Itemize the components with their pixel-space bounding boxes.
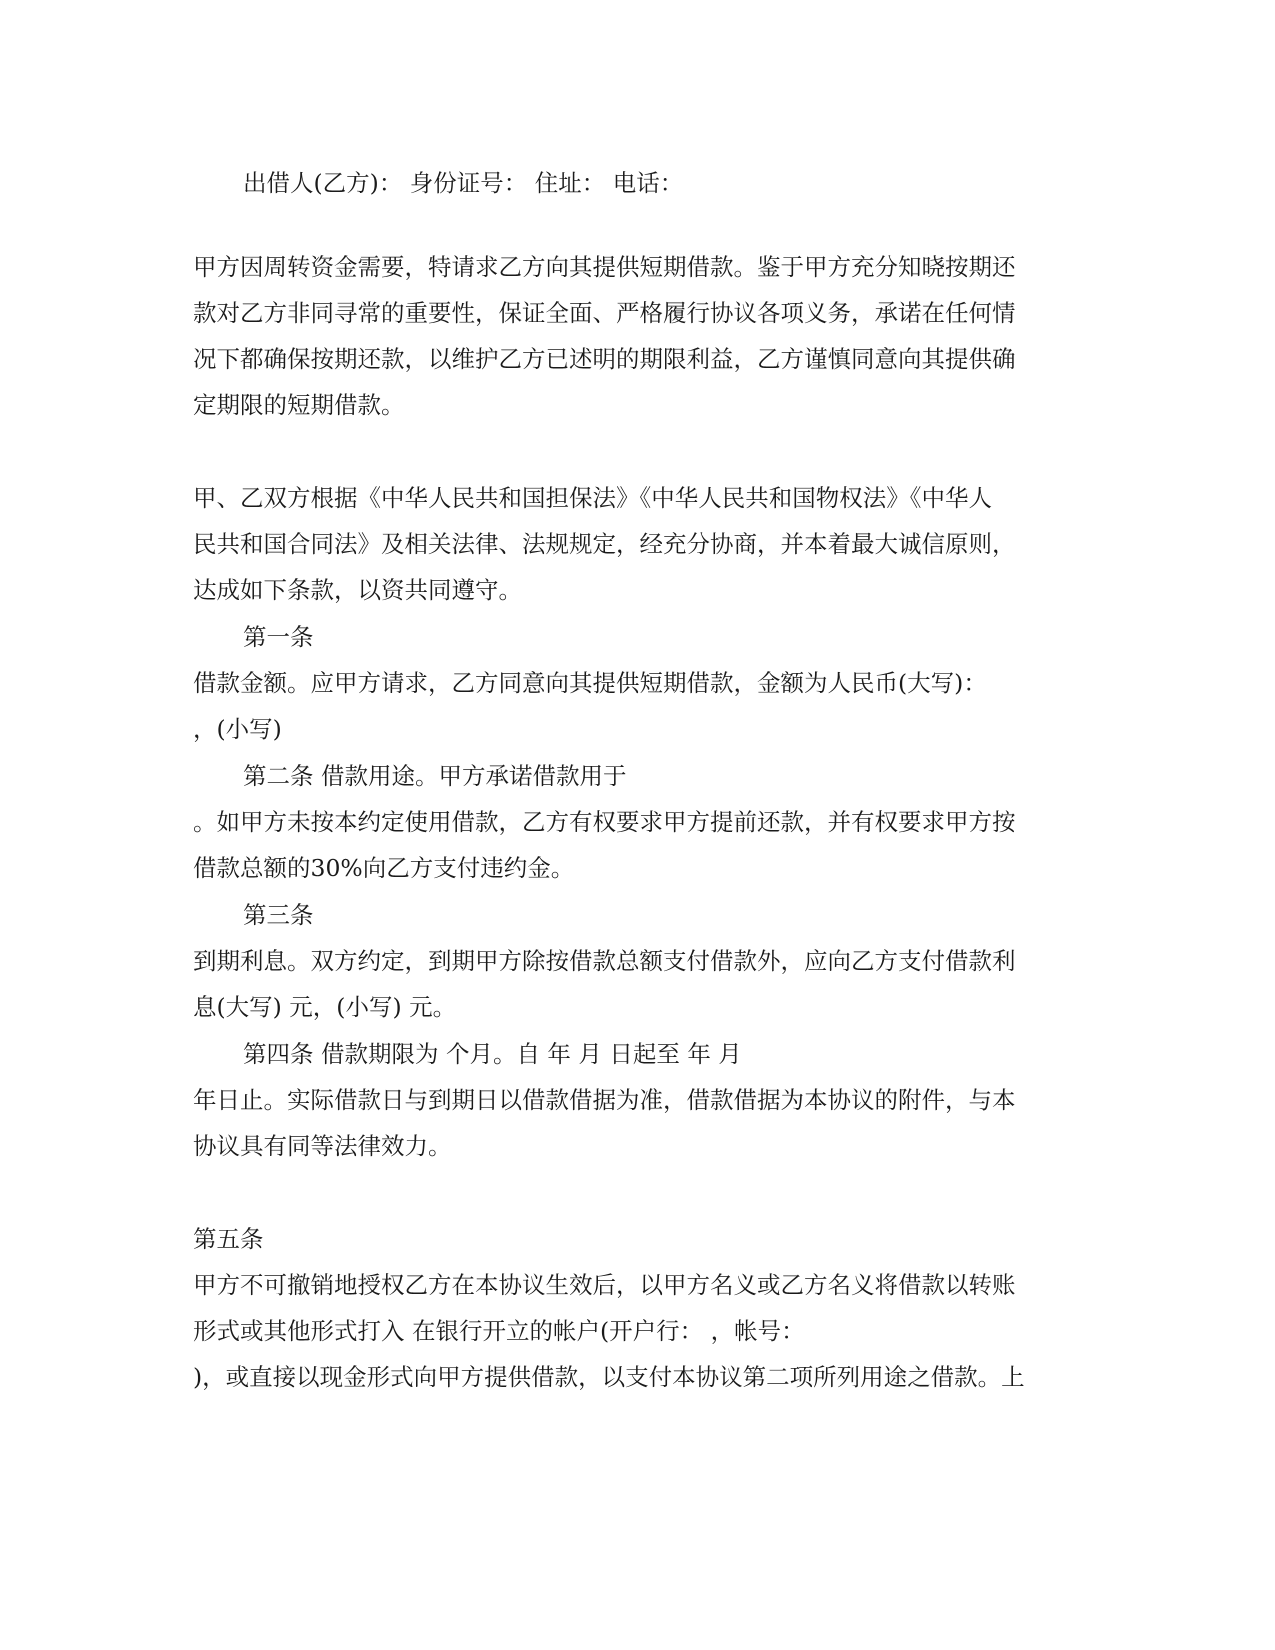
preamble-line-2: 款对乙方非同寻常的重要性，保证全面、严格履行协议各项义务，承诺在任何情: [193, 299, 1016, 327]
article-1-heading: 第一条: [243, 623, 314, 651]
article-2-heading: 第二条 借款用途。甲方承诺借款用于: [243, 762, 627, 790]
article-4-heading: 第四条 借款期限为 个月。自 年 月 日起至 年 月: [243, 1040, 742, 1068]
article-1-line-2: ，(小写): [193, 715, 282, 743]
article-5-heading: 第五条: [193, 1225, 264, 1253]
article-4-line-1: 年日止。实际借款日与到期日以借款借据为准，借款借据为本协议的附件，与本: [193, 1086, 1016, 1114]
article-3-heading: 第三条: [243, 901, 314, 929]
preamble-line-1: 甲方因周转资金需要，特请求乙方向其提供短期借款。鉴于甲方充分知晓按期还: [193, 253, 1016, 281]
article-5-line-1: 甲方不可撤销地授权乙方在本协议生效后，以甲方名义或乙方名义将借款以转账: [193, 1271, 1016, 1299]
legal-basis-line-1: 甲、乙双方根据《中华人民共和国担保法》《中华人民共和国物权法》《中华人: [193, 484, 992, 512]
preamble-line-3: 况下都确保按期还款，以维护乙方已述明的期限利益，乙方谨慎同意向其提供确: [193, 345, 1016, 373]
legal-basis-line-3: 达成如下条款，以资共同遵守。: [193, 576, 522, 604]
article-2-line-1: 。如甲方未按本约定使用借款，乙方有权要求甲方提前还款，并有权要求甲方按: [193, 808, 1016, 836]
article-5-line-2: 形式或其他形式打入 在银行开立的帐户(开户行： ，帐号：: [193, 1317, 805, 1345]
article-3-line-2: 息(大写) 元，(小写) 元。: [193, 993, 457, 1021]
article-3-line-1: 到期利息。双方约定，到期甲方除按借款总额支付借款外，应向乙方支付借款利: [193, 947, 1016, 975]
article-1-line-1: 借款金额。应甲方请求，乙方同意向其提供短期借款，金额为人民币(大写)：: [193, 669, 987, 697]
article-5-line-3: )，或直接以现金形式向甲方提供借款，以支付本协议第二项所列用途之借款。上: [193, 1363, 1025, 1391]
legal-basis-line-2: 民共和国合同法》及相关法律、法规规定，经充分协商，并本着最大诚信原则，: [193, 530, 1016, 558]
lender-info-line: 出借人(乙方)： 身份证号： 住址： 电话：: [243, 169, 684, 197]
preamble-line-4: 定期限的短期借款。: [193, 391, 405, 419]
article-4-line-2: 协议具有同等法律效力。: [193, 1132, 452, 1160]
article-2-line-2: 借款总额的30%向乙方支付违约金。: [193, 854, 575, 882]
